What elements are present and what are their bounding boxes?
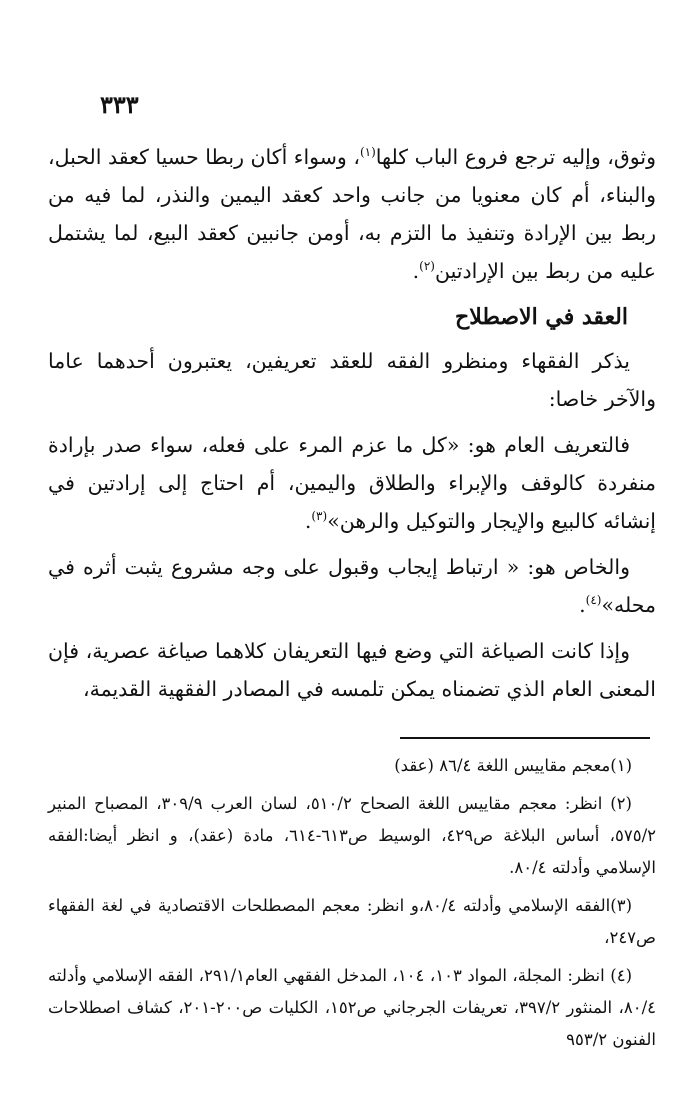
paragraph-5: وإذا كانت الصياغة التي وضع فيها التعريفان كلاهما صياغة عصرية، فإن المعنى العام الذي تضمناه يمكن تلمسه في المصادر الفقهية القديمة،	[48, 639, 656, 701]
paragraph-3-text: فالتعريف العام هو: «كل ما عزم المرء على فعله، سواء صدر بإرادة منفردة كالوقف والإبراء والطلاق واليمين، أم احتاج إلى إرادتين في إنشائه كالبيع والإيجار والتوكيل والرهن»	[48, 433, 656, 533]
paragraph-4	[48, 548, 656, 624]
paragraph-1-text: وثوق، وإليه ترجع فروع الباب كلها	[375, 145, 656, 169]
footnote-separator	[400, 737, 650, 739]
footnote-ref-4[interactable]: (٤)	[585, 593, 602, 608]
footnote-1: (١)معجم مقاييس اللغة ٨٦/٤ (عقد)	[394, 756, 632, 775]
paragraph-1-end: .	[412, 259, 420, 283]
paragraph-3-end: .	[304, 509, 312, 533]
paragraph-4-end: .	[579, 593, 586, 617]
paragraph-4-text: والخاص هو: « ارتباط إيجاب وقبول على وجه مشروع يثبت أثره في محله»	[48, 555, 656, 617]
section-heading: العقد في الاصطلاح	[455, 304, 628, 330]
footnote-3: (٣)الفقه الإسلامي وأدلته ٨٠/٤،و انظر: معجم المصطلحات الاقتصادية في لغة الفقهاء ص٢٤٧،	[48, 896, 656, 947]
paragraph-2: يذكر الفقهاء ومنظرو الفقه للعقد تعريفين، يعتبرون أحدهما عاما والآخر خاصا:	[48, 349, 656, 411]
footnote-2: (٢) انظر: معجم مقاييس اللغة الصحاح ٥١٠/٢، لسان العرب ٣٠٩/٩، المصباح المنير ٥٧٥/٢، أساس البلاغة ص٤٢٩، الوسيط ص٦١٣-٦١٤، مادة (عقد)، و انظر أيضا:الفقه الإسلامي وأدلته ٨٠/٤.	[48, 794, 656, 877]
footnotes	[48, 750, 656, 1062]
footnote-ref-3[interactable]: (٣)	[311, 509, 328, 524]
main-text	[48, 138, 656, 716]
paragraph-1-text-cont: ، وسواء أكان ربطا حسيا كعقد الحبل، والبناء، أم كان معنويا من جانب واحد كعقد اليمين والنذر، لما فيه من ربط بين الإرادة وتنفيذ ما التزم به، أومن جانبين كعقد البيع، لما يشتمل عليه من ربط بين الإرادتين	[48, 145, 656, 283]
footnote-ref-1[interactable]: (١)	[359, 145, 376, 160]
page-number: ٣٣٣	[100, 90, 139, 119]
footnote-4: (٤) انظر: المجلة، المواد ١٠٣، ١٠٤، المدخل الفقهي العام٢٩١/١، الفقه الإسلامي وأدلته ٨٠/٤، المنثور ٣٩٧/٢، تعريفات الجرجاني ص١٥٢، الكليات ص٢٠٠-٢٠١، كشاف اصطلاحات الفنون ٩٥٣/٢	[48, 966, 656, 1049]
footnote-ref-2[interactable]: (٢)	[419, 259, 435, 274]
paragraph-3	[48, 426, 656, 540]
paragraph-1	[48, 138, 656, 290]
